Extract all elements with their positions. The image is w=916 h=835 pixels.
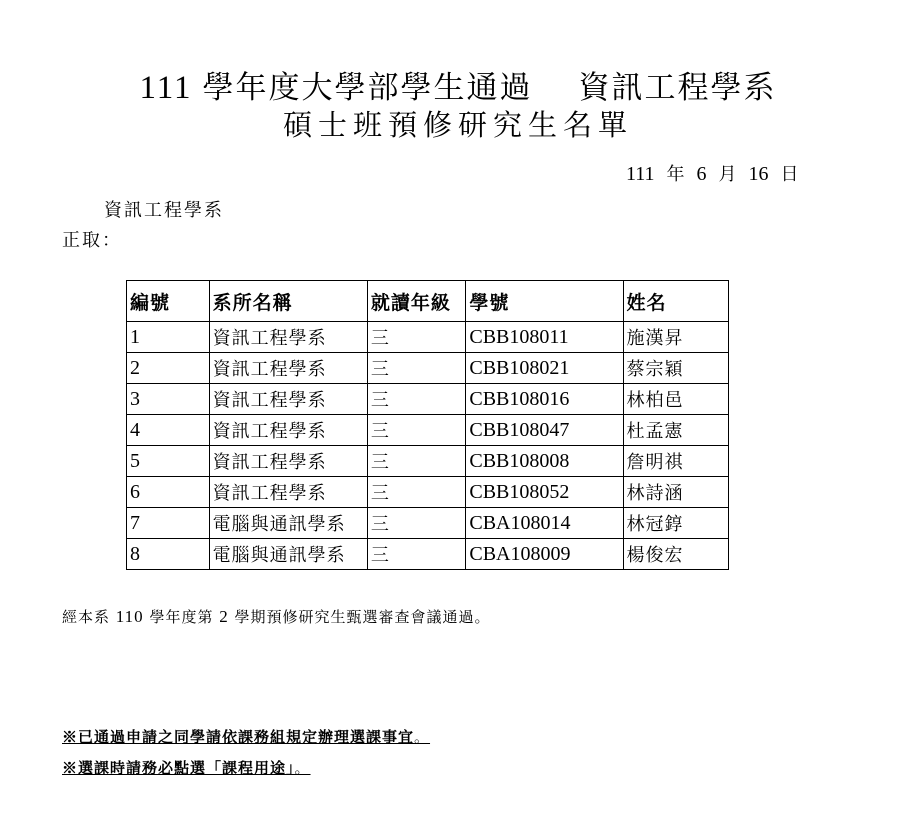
title-dept-text: 資訊工程學系 <box>578 70 777 106</box>
cell-student-id: CBB108021 <box>466 353 623 384</box>
notice-tail: 。 <box>294 759 311 777</box>
cell-name: 蔡宗穎 <box>623 353 728 384</box>
date-year: 111 <box>626 163 655 185</box>
cell-student-id: CBA108014 <box>466 508 623 539</box>
cell-name: 楊俊宏 <box>623 539 728 570</box>
title-year: 111 <box>139 70 193 106</box>
header-name: 姓名 <box>623 281 728 322</box>
cell-grade: 三 <box>367 446 465 477</box>
cell-department: 資訊工程學系 <box>209 384 367 415</box>
cell-department: 資訊工程學系 <box>209 415 367 446</box>
cell-department: 資訊工程學系 <box>209 353 367 384</box>
cell-number: 7 <box>127 508 210 539</box>
document-date <box>626 160 799 186</box>
header-student-id: 學號 <box>466 281 623 322</box>
department-label: 資訊工程學系 <box>104 200 224 221</box>
cell-name: 林冠錞 <box>623 508 728 539</box>
date-year-unit: 年 <box>666 164 685 185</box>
date-day-unit: 日 <box>780 164 799 185</box>
cell-name: 杜孟憲 <box>623 415 728 446</box>
cell-student-id: CBB108052 <box>466 477 623 508</box>
table-row <box>127 384 729 415</box>
document-title-line1 <box>0 62 916 107</box>
table-row <box>127 322 729 353</box>
cell-number: 3 <box>127 384 210 415</box>
admission-label: 正取： <box>62 230 122 251</box>
student-list-table <box>126 280 729 570</box>
cell-student-id: CBA108009 <box>466 539 623 570</box>
table-row <box>127 539 729 570</box>
cell-name: 詹明祺 <box>623 446 728 477</box>
cell-name: 林詩涵 <box>623 477 728 508</box>
cell-name: 林柏邑 <box>623 384 728 415</box>
cell-student-id: CBB108016 <box>466 384 623 415</box>
table-row <box>127 477 729 508</box>
notice-course-purpose <box>62 757 311 778</box>
title-left-text: 學年度大學部學生通過 <box>202 70 533 106</box>
cell-grade: 三 <box>367 508 465 539</box>
date-month: 6 <box>696 163 707 185</box>
notice-text: ※選課時請務必點選「課程用途」 <box>62 759 295 777</box>
note-mid: 學年度第 <box>149 608 214 626</box>
cell-number: 6 <box>127 477 210 508</box>
table-header-row <box>127 281 729 322</box>
cell-grade: 三 <box>367 322 465 353</box>
cell-number: 4 <box>127 415 210 446</box>
cell-name: 施漢昇 <box>623 322 728 353</box>
cell-number: 5 <box>127 446 210 477</box>
cell-grade: 三 <box>367 477 465 508</box>
header-department: 系所名稱 <box>209 281 367 322</box>
cell-grade: 三 <box>367 353 465 384</box>
cell-grade: 三 <box>367 415 465 446</box>
cell-student-id: CBB108047 <box>466 415 623 446</box>
cell-number: 2 <box>127 353 210 384</box>
cell-department: 電腦與通訊學系 <box>209 539 367 570</box>
notice-tail: 。 <box>414 728 431 746</box>
notice-course-selection <box>62 726 430 747</box>
document-title-line2: 碩士班預修研究生名單 <box>282 108 633 142</box>
cell-grade: 三 <box>367 539 465 570</box>
note-semester: 2 <box>219 607 229 626</box>
notice-text: ※已通過申請之同學請依課務組規定辦理選課事宜 <box>62 728 415 746</box>
cell-number: 8 <box>127 539 210 570</box>
note-suffix: 學期預修研究生甄選審查會議通過。 <box>234 608 491 626</box>
cell-department: 資訊工程學系 <box>209 446 367 477</box>
table-row <box>127 415 729 446</box>
cell-department: 資訊工程學系 <box>209 322 367 353</box>
header-grade: 就讀年級 <box>367 281 465 322</box>
note-year: 110 <box>115 607 144 626</box>
date-month-unit: 月 <box>718 164 737 185</box>
table-row <box>127 446 729 477</box>
table-row <box>127 508 729 539</box>
table-row <box>127 353 729 384</box>
cell-department: 資訊工程學系 <box>209 477 367 508</box>
date-day: 16 <box>748 163 769 185</box>
cell-student-id: CBB108008 <box>466 446 623 477</box>
approval-note <box>62 606 491 627</box>
cell-grade: 三 <box>367 384 465 415</box>
cell-number: 1 <box>127 322 210 353</box>
cell-student-id: CBB108011 <box>466 322 623 353</box>
cell-department: 電腦與通訊學系 <box>209 508 367 539</box>
header-number: 編號 <box>127 281 210 322</box>
note-prefix: 經本系 <box>62 608 111 626</box>
